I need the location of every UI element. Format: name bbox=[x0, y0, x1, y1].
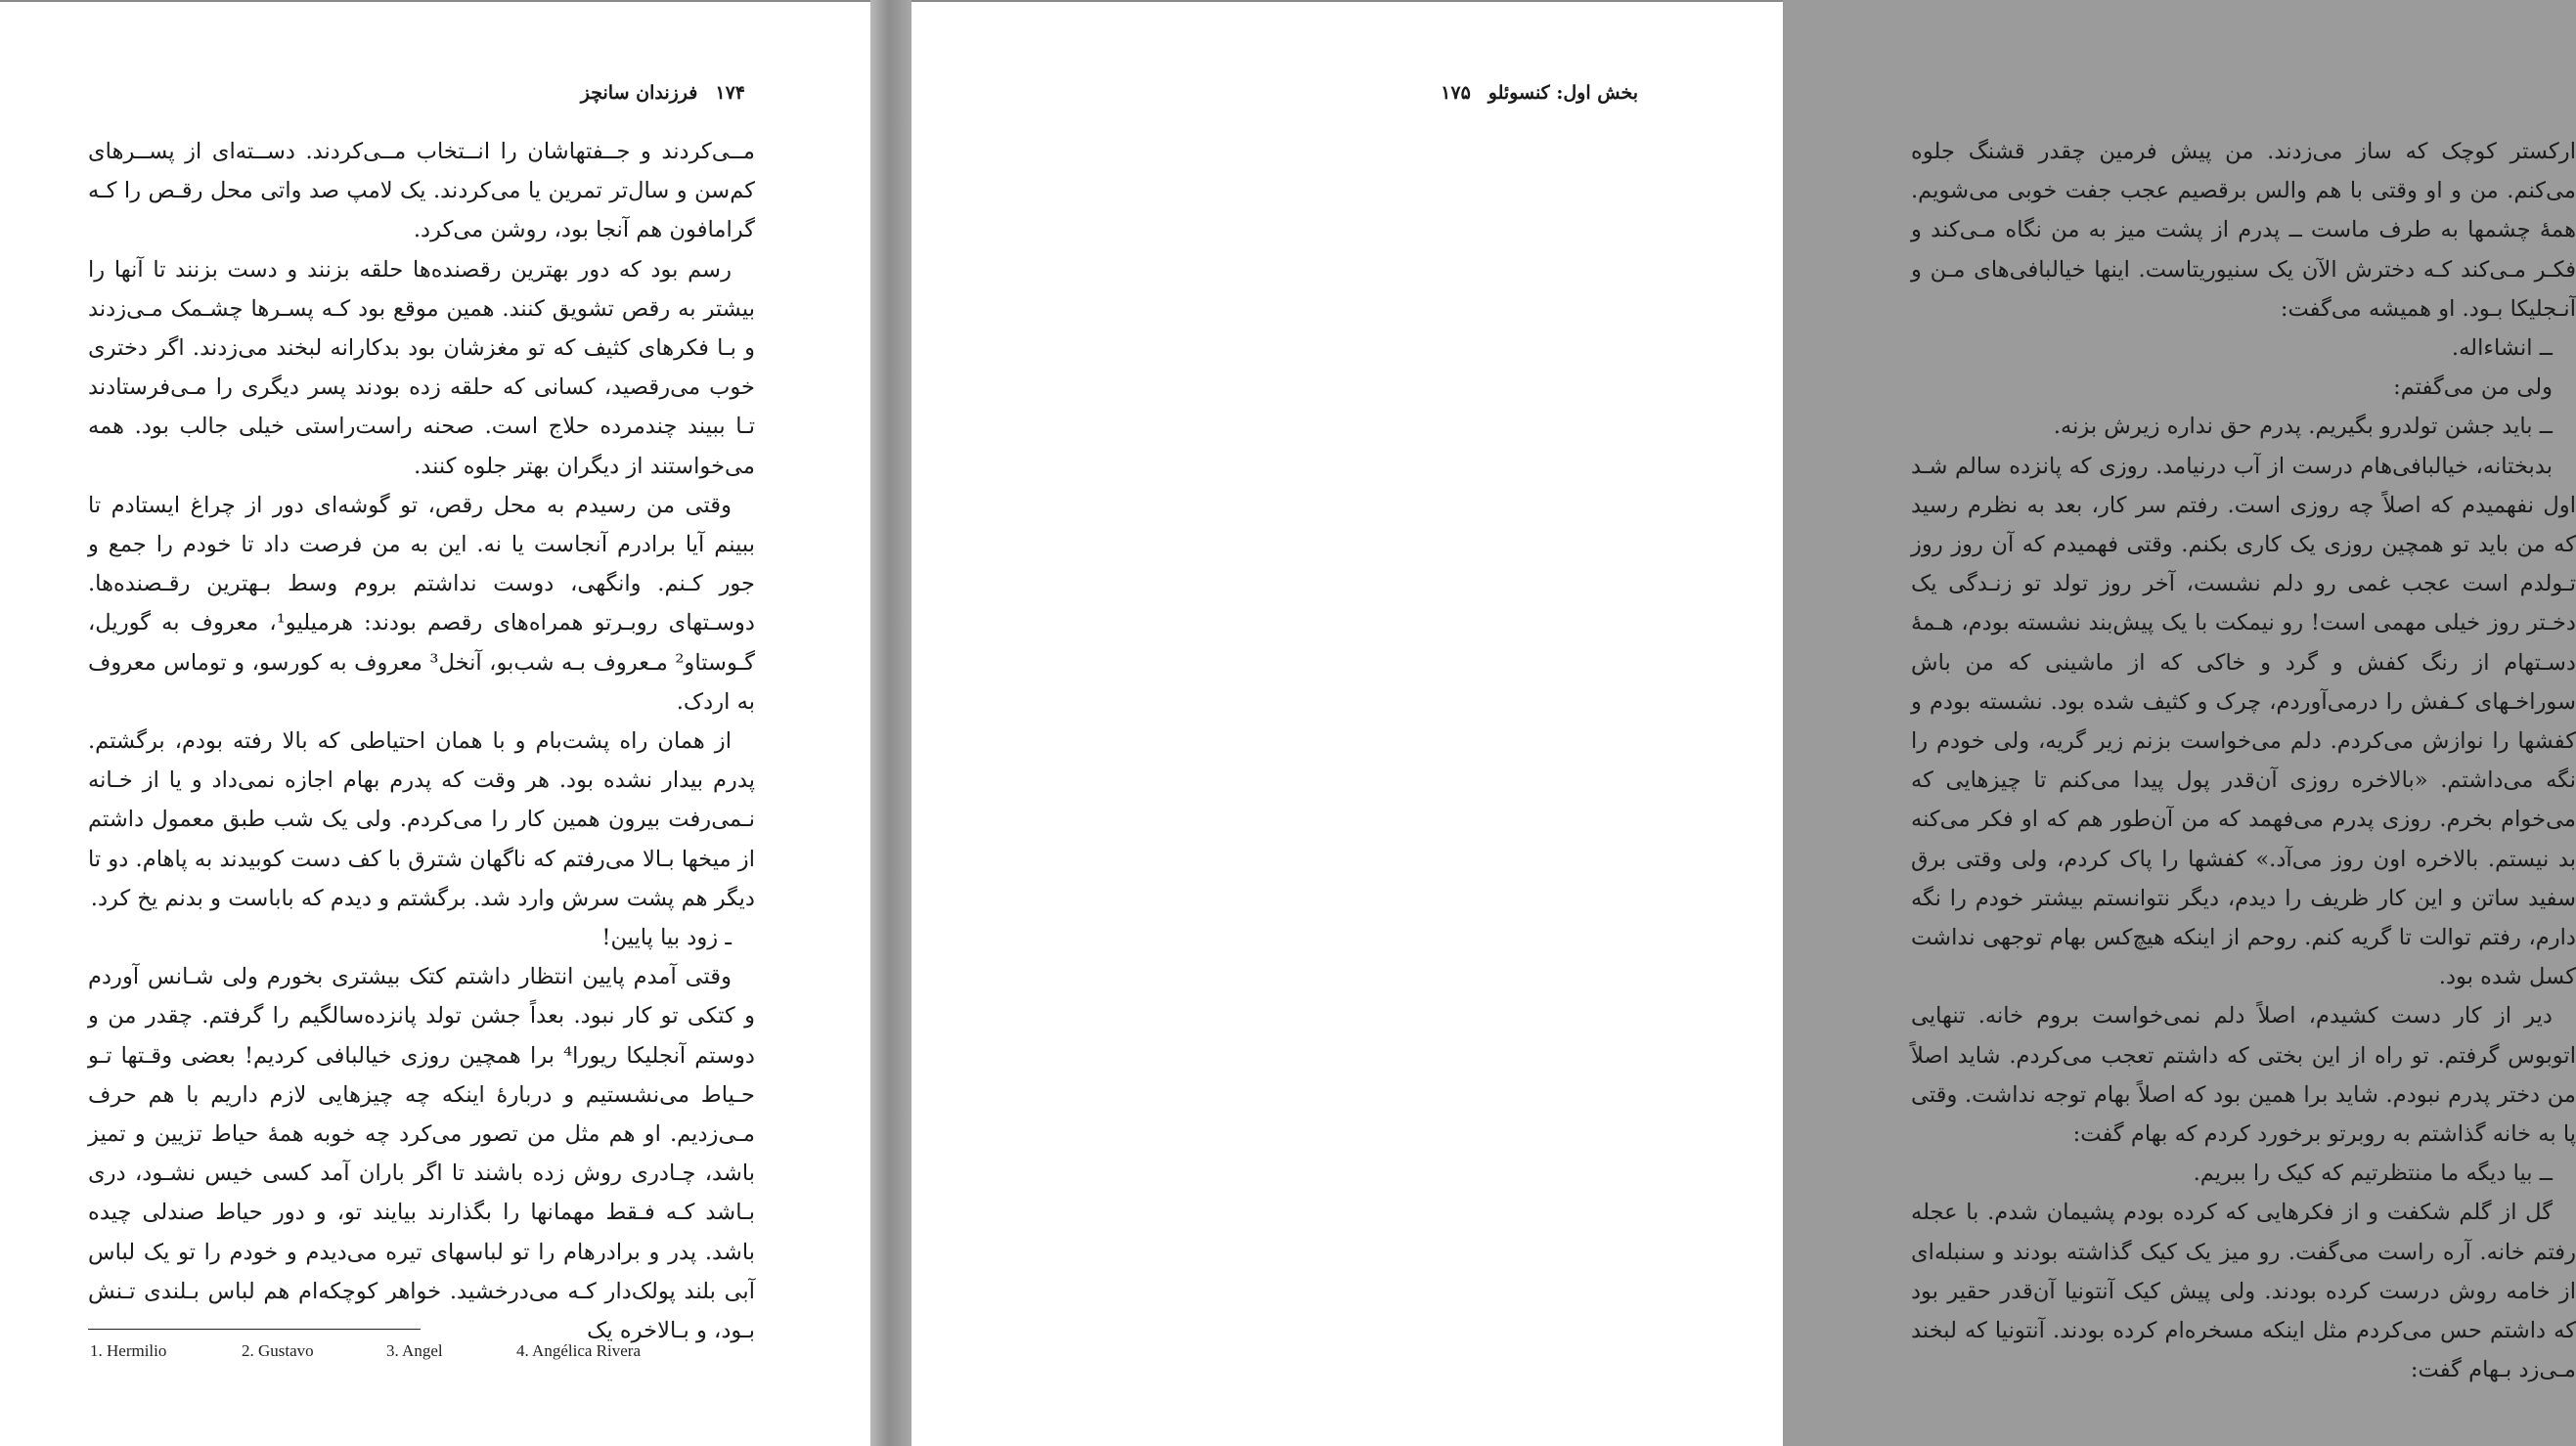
left-page-number: ۱۷۴ bbox=[715, 82, 745, 104]
footnote-2: 2. Gustavo bbox=[242, 1341, 314, 1360]
left-paragraph-2: رسم بود که دور بهترین رقصنده‌ها حلقه بزنند و دست بزنند تا آنها را بیشتر به رقص تشویق کنند. همین موقع بود کـه پسـرها چشـمک مـی‌زدند و بـا فکرهای کثیف که تو مغزشان بود بدکارانه لبخند می‌زدند. اگر دختری خوب می‌رقصید، کسانی که حلقه زده بودند پسر دیگری را مـی‌فرستادند تـا ببیند چندمرده حلاج است. صحنه راست‌راستی خیلی جالب بود. همه می‌خواستند از دیگران بهتر جلوه کنند. bbox=[88, 256, 755, 479]
footnote-1: 1. Hermilio bbox=[90, 1341, 167, 1360]
left-running-title: فرزندان سانچز bbox=[580, 82, 698, 104]
right-paragraph-1: ارکستر کوچک که ساز می‌زدند. من پیش فرمین چقدر قشنگ جلوه می‌کنم. من و او وقتی با هم والس برقصیم عجب جفت خوبی می‌شویم. همهٔ چشمها به طرف ماست ــ پدرم از پشت میز به من نگاه مـی‌کند و فکـر مـی‌کند کـه دخترش الآن یک سنیوریتاست. اینها خیالبافی‌های مـن و آنـجلیکا بـود. او همیشه می‌گفت: bbox=[1911, 139, 2576, 322]
footnote-4: 4. Angélica Rivera bbox=[516, 1341, 641, 1360]
book-gutter bbox=[870, 0, 911, 1446]
left-paragraph-5: ـ زود بیا پایین! bbox=[601, 925, 732, 951]
right-paragraph-8: گل از گلم شکفت و از فکرهایی که کرده بودم پشیمان شدم. با عجله رفتم خانه. آره راست می‌گفت. رو میز یک کیک گذاشته بودند و سنبله‌ای از خامه روش درست کرده بودند. ولی پیش کیک آنتونیا آن‌قدر حقیر بود که داشتم حس می‌کردم مثل اینکه مسخره‌ام کرده بودند. آنتونیا که لبخند مـی‌زد بـهام گفت: bbox=[1911, 1200, 2576, 1383]
left-paragraph-6: وقتی آمدم پایین انتظار داشتم کتک بیشتری بخورم ولی شـانس آوردم و کتکی تو کار نبود. بعداً جشن تولد پانزده‌سالگیم را گرفتم. چقدر من و دوستم آنجلیکا ریورا⁴ برا همچین روزی خیالبافی کردیم! بعضی وقـتها تـو حـیاط می‌نشستیم و دربارهٔ اینکه چه چیزهایی لازم داریم با هم حرف مـی‌زدیم. او هم مثل من تصور می‌کرد چه خوبه همهٔ حیاط تزیین و تمیز باشد، چـادری روش زده باشند تا اگر باران آمد کسی خیس نشـود، دری بـاشد کـه فـقط مهمانها را بگذارند بیایند تو، و دور حیاط صندلی چیده باشد. پدر و برادرهام را تو لباسهای تیره می‌دیدم و خودم را تو یک لباس آبی بلند پولک‌دار کـه می‌درخشید. خواهر کوچکه‌ام هم لباس بـلندی تـنش بـود، و بـالاخره یک bbox=[88, 964, 755, 1344]
right-running-title: بخش اول: کنسوئلو bbox=[1488, 82, 1638, 104]
footnotes bbox=[90, 1341, 775, 1361]
right-page-header bbox=[1441, 82, 1638, 111]
footnote-3: 3. Angel bbox=[386, 1341, 443, 1360]
right-page bbox=[911, 0, 2576, 1446]
right-paragraph-5: بدبختانه، خیالبافی‌هام درست از آب درنیامد. روزی که پانزده سالم شـد اول نفهمیدم که اصلاً چه روزی است. رفتم سر کار، بعد به نظرم رسید که من باید تو همچین روزی یک کاری بکنم. وقتی فهمیدم که آن روز روز تـولدم است عجب غمی رو دلم نشست، آخر روز تولد تو زنـدگی یک دخـتر روز خیلی مهمی است! رو نیمکت با یک پیش‌بند نشسته بودم، هـمهٔ دسـتهام از رنگ کفش و گرد و خاکی که از ماشینی که من باش سوراخـهای کـفش را درمی‌آوردم، چرک و کثیف شده بود. نشسته بودم و کفشها را نوازش می‌کردم. دلم می‌خواست بزنم زیر گریه، ولی خودم را نگه می‌داشتم. «بالاخره روزی آن‌قدر پول پیدا می‌کنم تا چیزهایی که می‌خوام بخرم. روزی پدرم می‌فهمد که من آن‌طور هم که او فکر می‌کنه بد نیستم. بالاخره اون روز می‌آد.» کفشها را پاک کردم، ولی وقتی برق سفید ساتن و این کار ظریف را دیدم، دیگر نتوانستم بیشتر خودم را نگه دارم، رفتم توالت تا گریه کنم. روحم از اینکه هیچ‌کس بهام توجهی نداشت کسل شده بود. bbox=[1911, 453, 2576, 990]
left-page bbox=[0, 0, 870, 1446]
left-page-body bbox=[88, 132, 755, 1350]
left-paragraph-4: از همان راه پشت‌بام و با همان احتیاطی که بالا رفته بودم، برگشتم. پدرم بیدار نشده بود. هر وقت که پدرم بهام اجازه نمی‌داد و یا از خـانه نـمی‌رفت بیرون همین کار را می‌کردم. ولی یک شب طبق معمول داشتم از میخها بـالا می‌رفتم که ناگهان شترق با کف دست کوبیدند به پاهام. دو تا دیگر هم پشت سرش وارد شد. برگشتم و دیدم که باباست و بدنم یخ کرد. bbox=[88, 728, 755, 911]
left-page-header bbox=[581, 82, 745, 111]
right-page-body bbox=[1911, 132, 2576, 1390]
right-page-number: ۱۷۵ bbox=[1441, 82, 1471, 104]
left-paragraph-1: مــی‌کردند و جــفتهاشان را انــتخاب مــی‌کردند. دســته‌ای از پســرهای کم‌سن و سال‌تر تمرین یا می‌کردند. یک لامپ صد واتی محل رقـص را کـه گرامافون هم آنجا بود، روشن می‌کرد. bbox=[88, 139, 755, 243]
right-paragraph-7: ــ بیا دیگه ما منتظرتیم که کیک را ببریم. bbox=[2193, 1161, 2553, 1187]
footnote-divider bbox=[88, 1329, 421, 1330]
right-paragraph-6: دیر از کار دست کشیدم، اصلاً دلم نمی‌خواست بروم خانه. تنهایی اتوبوس گرفتم. تو راه از این بختی که داشتم تعجب می‌کردم. شاید اصلاً من دختر پدرم نبودم. شاید برا همین بود که اصلاً بهام توجه نداشت. وقتی پا به خانه گذاشتم به روبرتو برخورد کردم که بهام گفت: bbox=[1911, 1003, 2576, 1148]
right-paragraph-3: ولی من می‌گفتم: bbox=[2393, 374, 2553, 401]
left-paragraph-3: وقتی من رسیدم به محل رقص، تو گوشه‌ای دور از چراغ ایستادم تا ببینم آیا برادرم آنجاست یا نه. این به من فرصت داد تا خودم را جمع و جور کـنم. وانگهی، دوست نداشتم بروم وسط بـهترین رقـصنده‌ها. دوسـتهای روبـرتو همراه‌های رقصم بودند: هرمیلیو¹، معروف به گوریل، گـوستاو² مـعروف بـه شب‌بو، آنخل³ معروف به کورسو، و توماس معروف به اردک. bbox=[88, 492, 755, 715]
right-paragraph-4: ــ باید جشن تولدرو بگیریم. پدرم حق نداره زیرش بزنه. bbox=[2053, 414, 2553, 440]
right-paragraph-2: ــ انشاءاله. bbox=[2451, 335, 2553, 362]
